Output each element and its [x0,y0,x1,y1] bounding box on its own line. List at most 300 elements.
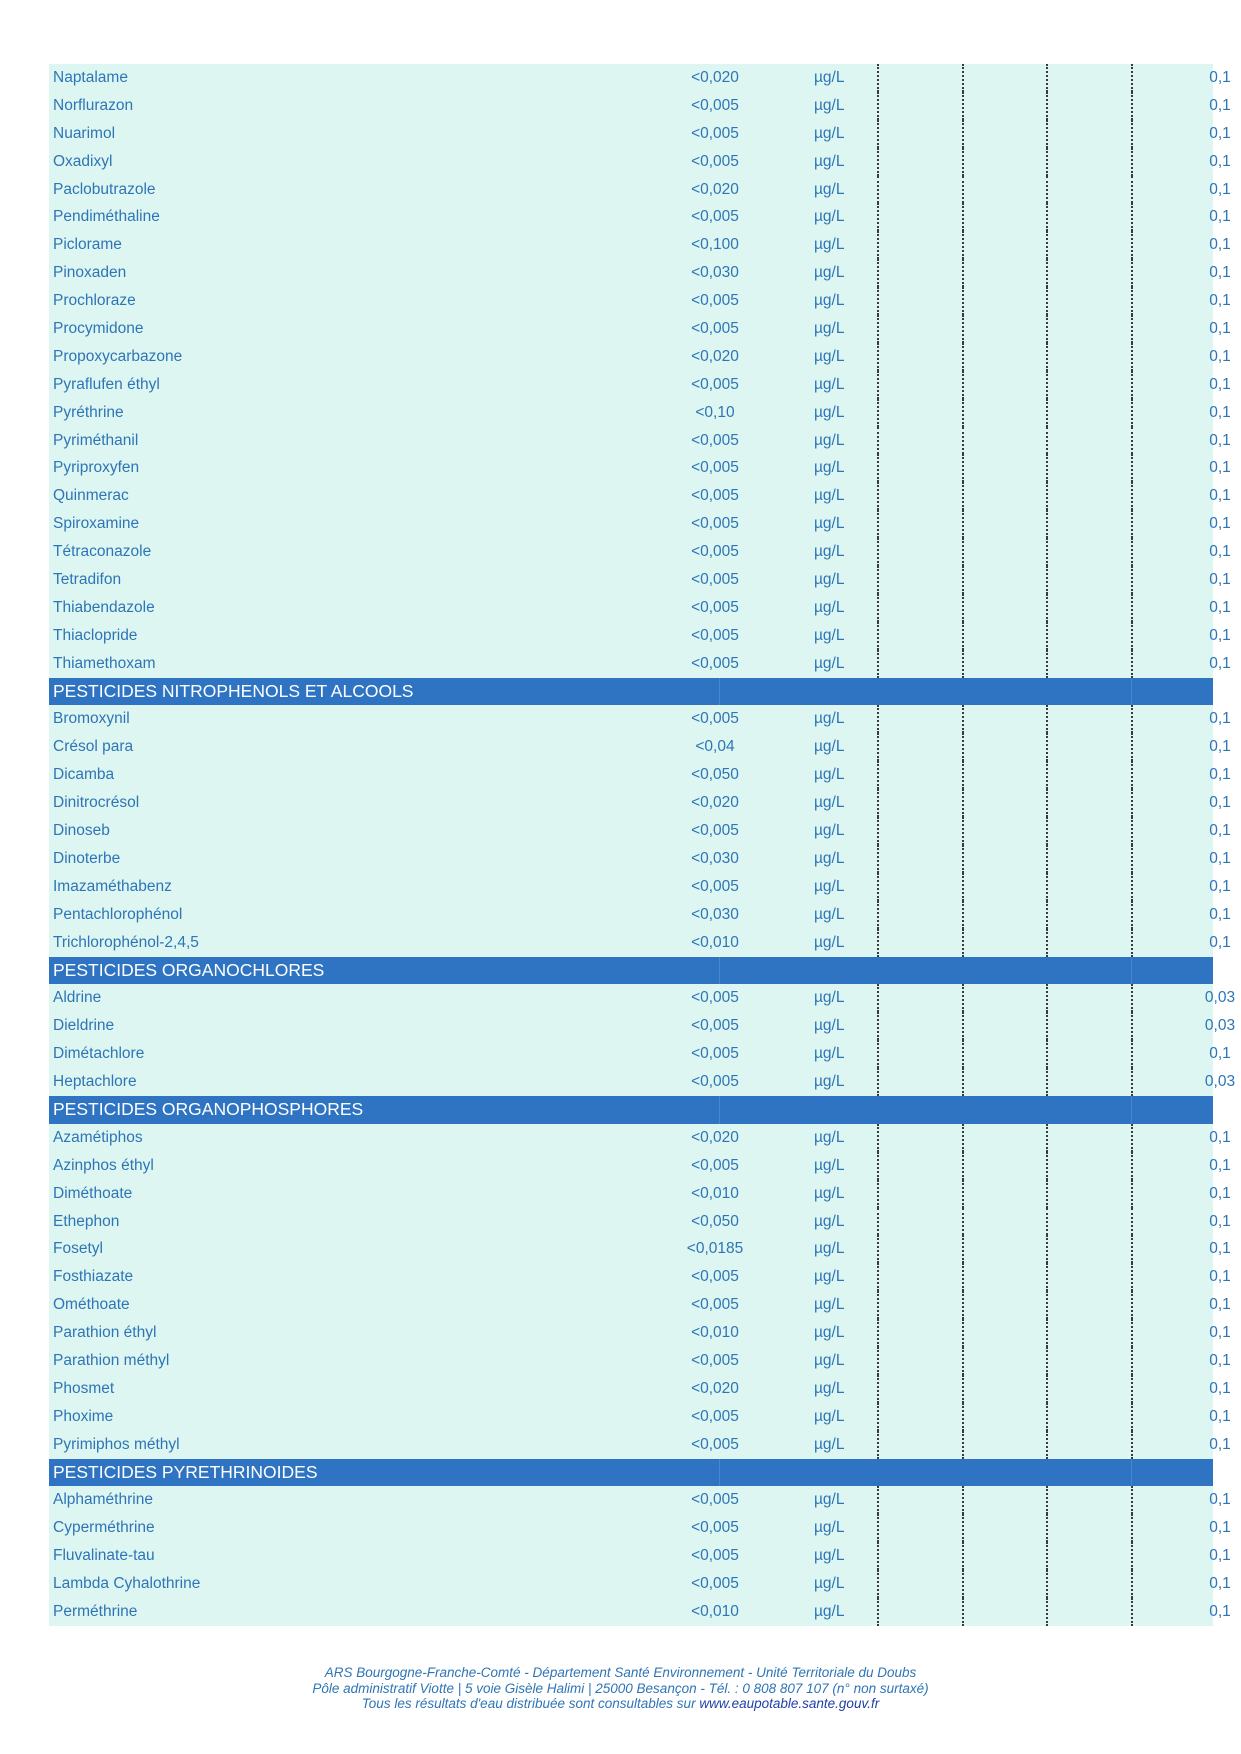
result-value: <0,005 [691,571,739,589]
unit: µg/L [814,1575,845,1593]
quality-limit: 0,1 [1209,905,1231,923]
quality-limit: 0,1 [1209,1268,1231,1286]
unit: µg/L [814,1547,845,1565]
column-divider [962,1124,964,1152]
column-divider [1131,231,1133,259]
column-divider [962,984,964,1012]
parameter-name: Trichlorophénol-2,4,5 [53,933,199,951]
parameter-name: Dieldrine [53,1017,115,1035]
column-divider [962,92,964,120]
column-divider [1131,148,1133,176]
column-divider [962,120,964,148]
column-divider [1046,176,1048,204]
column-divider [877,705,879,733]
table-row [49,315,1231,343]
table-row [49,901,1231,929]
column-divider [877,1291,879,1319]
column-divider [1131,901,1133,929]
results-table [49,64,1236,1626]
parameter-name: Fluvalinate-tau [53,1547,155,1565]
unit: µg/L [814,1017,845,1035]
parameter-name: Phosmet [53,1379,115,1397]
result-value: <0,005 [691,1156,739,1174]
quality-limit: 0,1 [1209,1547,1231,1565]
unit: µg/L [814,96,845,114]
quality-limit: 0,1 [1209,1212,1231,1230]
quality-limit: 0,1 [1209,1045,1231,1063]
parameter-name: Paclobutrazole [53,180,156,198]
quality-limit: 0,1 [1209,403,1231,421]
parameter-name: Quinmerac [53,487,129,505]
quality-limit: 0,1 [1209,69,1231,86]
column-divider [962,343,964,371]
column-divider [877,315,879,343]
result-value: <0,010 [691,1324,739,1342]
section-divider [1131,1459,1132,1487]
unit: µg/L [814,877,845,895]
quality-limit: 0,1 [1209,1240,1231,1258]
parameter-name: Cyperméthrine [53,1519,155,1537]
unit: µg/L [814,822,845,840]
table-row [49,1180,1231,1208]
result-value: <0,005 [691,1296,739,1314]
column-divider [962,259,964,287]
quality-limit: 0,1 [1209,1602,1231,1620]
parameter-name: Parathion méthyl [53,1351,170,1369]
column-divider [877,1040,879,1068]
column-divider [962,64,964,92]
column-divider [1046,566,1048,594]
column-divider [962,733,964,761]
table-row [49,1486,1231,1514]
parameter-name: Pyriproxyfen [53,459,140,477]
unit: µg/L [814,598,845,616]
column-divider [962,873,964,901]
unit: µg/L [814,1268,845,1286]
table-row [49,427,1231,455]
column-divider [1131,1040,1133,1068]
table-row [49,231,1231,259]
unit: µg/L [814,1351,845,1369]
table-row [49,399,1231,427]
column-divider [962,1542,964,1570]
quality-limit: 0,1 [1209,292,1231,310]
result-value: <0,020 [691,69,739,86]
column-divider [962,315,964,343]
quality-limit: 0,1 [1209,152,1231,170]
column-divider [1046,817,1048,845]
column-divider [877,538,879,566]
column-divider [1046,929,1048,957]
table-row [49,371,1231,399]
result-value: <0,005 [691,152,739,170]
column-divider [1046,1347,1048,1375]
parameter-name: Lambda Cyhalothrine [53,1575,201,1593]
column-divider [1046,315,1048,343]
column-divider [962,538,964,566]
quality-limit: 0,1 [1209,1351,1231,1369]
column-divider [1046,761,1048,789]
quality-limit: 0,1 [1209,96,1231,114]
quality-limit: 0,1 [1209,431,1231,449]
column-divider [1131,1152,1133,1180]
quality-limit: 0,1 [1209,654,1231,672]
quality-limit: 0,1 [1209,710,1231,728]
column-divider [962,231,964,259]
column-divider [1046,1263,1048,1291]
column-divider [962,510,964,538]
table-row [49,64,1231,92]
quality-limit: 0,1 [1209,180,1231,198]
column-divider [1046,454,1048,482]
column-divider [1131,1012,1133,1040]
column-divider [877,203,879,231]
section-divider [719,1096,720,1124]
result-value: <0,005 [691,487,739,505]
column-divider [1131,1570,1133,1598]
unit: µg/L [814,431,845,449]
page-footer [0,1665,1241,1712]
column-divider [962,1068,964,1096]
table-row [49,817,1231,845]
column-divider [1046,1068,1048,1096]
column-divider [962,148,964,176]
unit: µg/L [814,1324,845,1342]
column-divider [962,1347,964,1375]
unit: µg/L [814,347,845,365]
column-divider [1046,92,1048,120]
column-divider [877,1431,879,1459]
column-divider [1131,845,1133,873]
column-divider [1131,1375,1133,1403]
quality-limit: 0,1 [1209,208,1231,226]
table-row [49,1040,1231,1068]
table-row [49,1152,1231,1180]
column-divider [1131,1068,1133,1096]
quality-limit: 0,1 [1209,1156,1231,1174]
parameter-name: Dimétachlore [53,1045,145,1063]
unit: µg/L [814,1184,845,1202]
result-value: <0,005 [691,1435,739,1453]
table-row [49,1542,1231,1570]
unit: µg/L [814,1491,845,1509]
result-value: <0,005 [691,375,739,393]
column-divider [877,176,879,204]
column-divider [1046,873,1048,901]
column-divider [1046,594,1048,622]
column-divider [1046,1403,1048,1431]
column-divider [1046,427,1048,455]
column-divider [1131,315,1133,343]
column-divider [877,399,879,427]
column-divider [877,1180,879,1208]
table-row [49,1514,1231,1542]
column-divider [877,482,879,510]
unit: µg/L [814,766,845,784]
result-value: <0,010 [691,1184,739,1202]
column-divider [962,705,964,733]
column-divider [877,287,879,315]
column-divider [877,873,879,901]
table-row [49,1208,1231,1236]
parameter-name: Oxadixyl [53,152,113,170]
column-divider [962,1040,964,1068]
column-divider [1131,176,1133,204]
parameter-name: Tetradifon [53,571,122,589]
column-divider [962,929,964,957]
unit: µg/L [814,1435,845,1453]
column-divider [877,901,879,929]
quality-limit: 0,1 [1209,487,1231,505]
column-divider [962,287,964,315]
column-divider [1131,343,1133,371]
column-divider [1131,1431,1133,1459]
column-divider [1131,92,1133,120]
result-value: <0,030 [691,905,739,923]
column-divider [1131,203,1133,231]
unit: µg/L [814,208,845,226]
column-divider [1131,482,1133,510]
column-divider [962,901,964,929]
table-row [49,1570,1231,1598]
column-divider [877,343,879,371]
parameter-name: Dinoterbe [53,849,121,867]
parameter-name: Pendiméthaline [53,208,160,226]
result-value: <0,020 [691,1379,739,1397]
column-divider [877,761,879,789]
column-divider [877,1124,879,1152]
table-row [49,510,1231,538]
parameter-name: Nuarimol [53,124,116,142]
table-row [49,873,1231,901]
result-value: <0,005 [691,1407,739,1425]
unit: µg/L [814,375,845,393]
section-title: PESTICIDES ORGANOCHLORES [53,959,325,980]
column-divider [1046,789,1048,817]
parameter-name: Dinitrocrésol [53,794,140,812]
column-divider [877,789,879,817]
column-divider [1131,594,1133,622]
parameter-name: Prochloraze [53,292,136,310]
result-value: <0,010 [691,933,739,951]
column-divider [877,622,879,650]
column-divider [1046,399,1048,427]
quality-limit: 0,1 [1209,1575,1231,1593]
section-divider [719,1459,720,1487]
column-divider [877,371,879,399]
column-divider [877,566,879,594]
result-value: <0,10 [695,403,735,421]
quality-limit: 0,03 [1204,989,1236,1007]
table-row [49,845,1231,873]
result-value: <0,050 [691,766,739,784]
table-row [49,148,1231,176]
column-divider [1046,1570,1048,1598]
result-value: <0,005 [691,1547,739,1565]
parameter-name: Ométhoate [53,1296,130,1314]
column-divider [1046,984,1048,1012]
column-divider [1046,203,1048,231]
result-value: <0,005 [691,431,739,449]
column-divider [962,1263,964,1291]
column-divider [1131,1319,1133,1347]
quality-limit: 0,1 [1209,347,1231,365]
column-divider [877,984,879,1012]
column-divider [877,427,879,455]
column-divider [1046,231,1048,259]
unit: µg/L [814,1519,845,1537]
result-value: <0,005 [691,1575,739,1593]
table-row [49,176,1231,204]
result-value: <0,005 [691,515,739,533]
result-value: <0,010 [691,1602,739,1620]
result-value: <0,005 [691,292,739,310]
column-divider [1131,705,1133,733]
table-row [49,650,1231,678]
parameter-name: Procymidone [53,320,144,338]
column-divider [1131,1291,1133,1319]
column-divider [1131,454,1133,482]
quality-limit: 0,1 [1209,1379,1231,1397]
column-divider [877,1486,879,1514]
unit: µg/L [814,152,845,170]
table-row [49,622,1231,650]
footer-line-1: ARS Bourgogne-Franche-Comté - Département Santé Environnement - Unité Territoriale du Doubs [324,1665,917,1680]
table-row [49,1403,1231,1431]
quality-limit: 0,1 [1209,1128,1231,1146]
column-divider [1131,1403,1133,1431]
unit: µg/L [814,459,845,477]
table-row [49,566,1231,594]
column-divider [1046,120,1048,148]
column-divider [1131,984,1133,1012]
unit: µg/L [814,933,845,951]
column-divider [1046,343,1048,371]
column-divider [1131,789,1133,817]
column-divider [962,454,964,482]
column-divider [877,929,879,957]
section-title: PESTICIDES NITROPHENOLS ET ALCOOLS [53,680,414,701]
column-divider [1046,259,1048,287]
parameter-name: Propoxycarbazone [53,347,183,365]
quality-limit: 0,1 [1209,1435,1231,1453]
column-divider [1046,1542,1048,1570]
column-divider [877,454,879,482]
column-divider [1046,1598,1048,1626]
column-divider [962,399,964,427]
parameter-name: Ethephon [53,1212,120,1230]
quality-limit: 0,1 [1209,849,1231,867]
result-value: <0,005 [691,124,739,142]
table-row [49,203,1231,231]
column-divider [962,1375,964,1403]
column-divider [1046,1208,1048,1236]
unit: µg/L [814,1379,845,1397]
quality-limit: 0,1 [1209,626,1231,644]
column-divider [877,1235,879,1263]
quality-limit: 0,03 [1204,1017,1236,1035]
quality-limit: 0,1 [1209,933,1231,951]
result-value: <0,005 [691,877,739,895]
column-divider [1131,650,1133,678]
unit: µg/L [814,738,845,756]
column-divider [1131,64,1133,92]
result-value: <0,020 [691,180,739,198]
quality-limit: 0,1 [1209,1184,1231,1202]
table-row [49,1124,1231,1152]
column-divider [1131,817,1133,845]
parameter-name: Spiroxamine [53,515,140,533]
parameter-name: Norflurazon [53,96,134,114]
column-divider [962,427,964,455]
column-divider [962,482,964,510]
column-divider [877,510,879,538]
result-value: <0,04 [695,738,735,756]
parameter-name: Pyrimiphos méthyl [53,1435,180,1453]
column-divider [962,1152,964,1180]
quality-limit: 0,1 [1209,822,1231,840]
column-divider [877,64,879,92]
column-divider [877,1263,879,1291]
column-divider [962,1431,964,1459]
column-divider [1046,148,1048,176]
result-value: <0,005 [691,1073,739,1091]
column-divider [1046,1319,1048,1347]
result-value: <0,030 [691,849,739,867]
table-row [49,1235,1231,1263]
parameter-name: Thiamethoxam [53,654,156,672]
column-divider [877,817,879,845]
column-divider [1046,1152,1048,1180]
parameter-name: Azamétiphos [53,1128,143,1146]
column-divider [962,566,964,594]
eaupotable-link[interactable]: www.eaupotable.sante.gouv.fr [699,1696,880,1711]
unit: µg/L [814,1296,845,1314]
quality-limit: 0,1 [1209,1519,1231,1537]
unit: µg/L [814,292,845,310]
table-row [49,1375,1231,1403]
column-divider [1131,622,1133,650]
table-row [49,761,1231,789]
quality-limit: 0,1 [1209,1407,1231,1425]
table-row [49,259,1231,287]
result-value: <0,005 [691,1045,739,1063]
column-divider [1131,1542,1133,1570]
quality-limit: 0,1 [1209,766,1231,784]
section-divider [1131,678,1132,706]
unit: µg/L [814,403,845,421]
result-value: <0,005 [691,822,739,840]
result-value: <0,030 [691,264,739,282]
result-value: <0,005 [691,710,739,728]
result-value: <0,005 [691,626,739,644]
quality-limit: 0,1 [1209,1296,1231,1314]
unit: µg/L [814,654,845,672]
column-divider [962,1570,964,1598]
column-divider [962,1235,964,1263]
result-value: <0,005 [691,1351,739,1369]
section-title: PESTICIDES ORGANOPHOSPHORES [53,1098,364,1119]
quality-limit: 0,1 [1209,124,1231,142]
table-row [49,984,1236,1012]
column-divider [877,1514,879,1542]
column-divider [1131,566,1133,594]
column-divider [877,1598,879,1626]
table-row [49,1347,1231,1375]
unit: µg/L [814,1128,845,1146]
column-divider [877,1068,879,1096]
unit: µg/L [814,1073,845,1091]
